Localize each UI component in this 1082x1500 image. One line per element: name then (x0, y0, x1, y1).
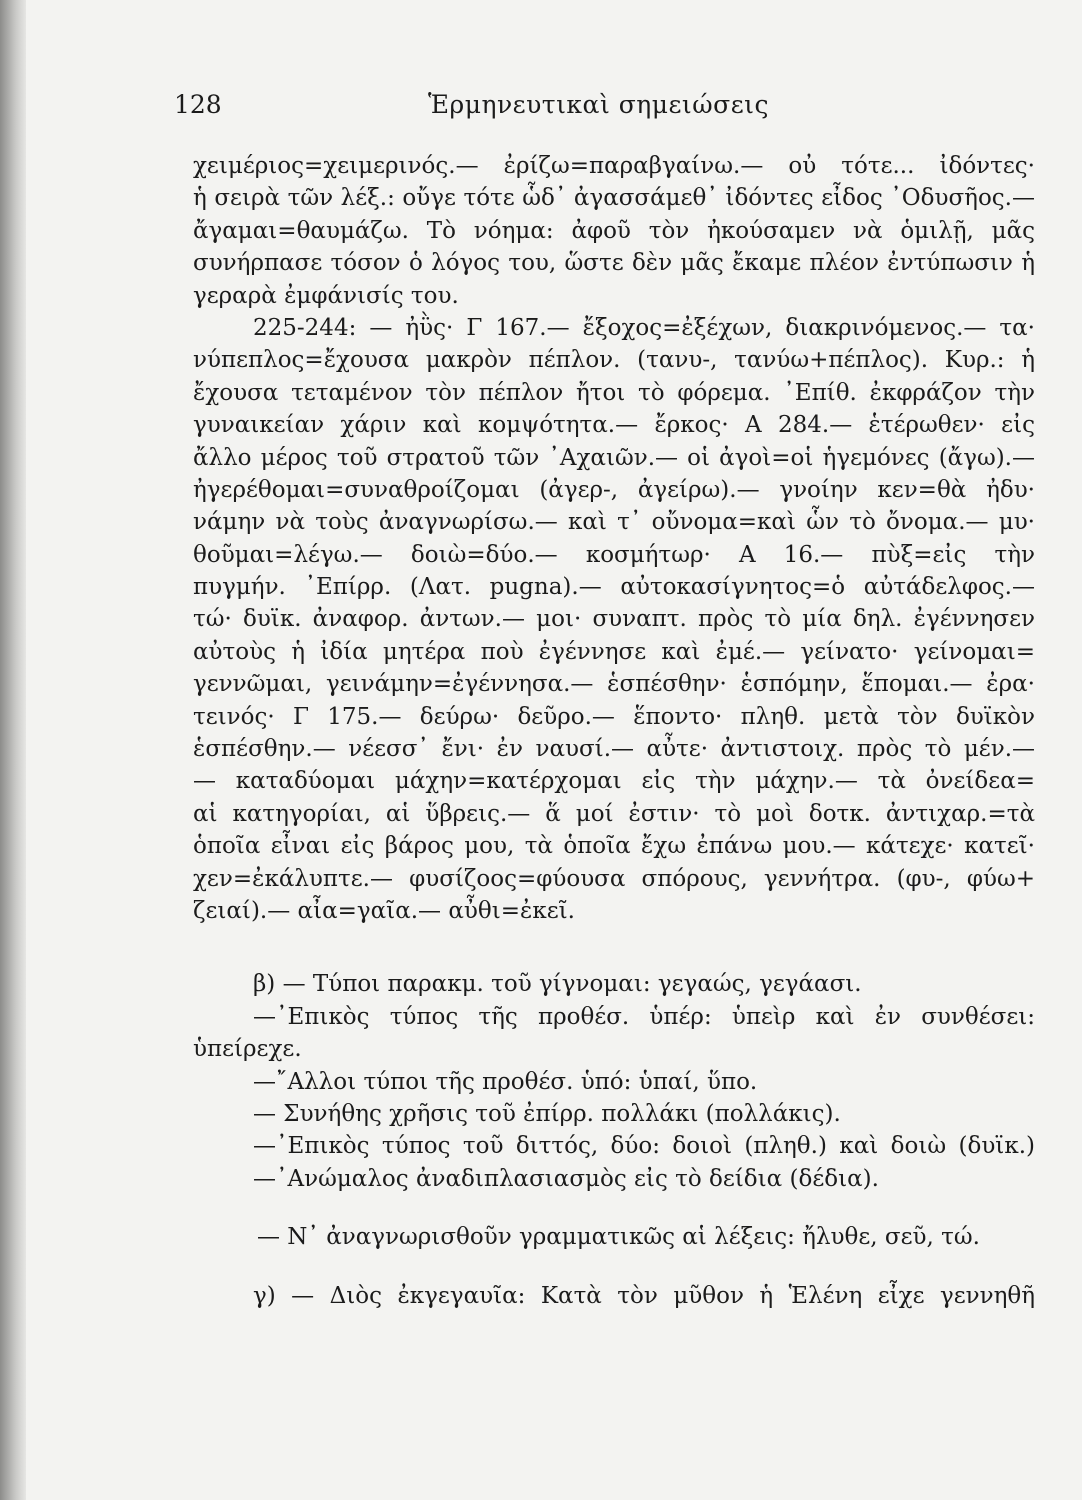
text-line: τεινός· Γ 175.— δεύρω· δεῦρο.— ἕποντο· πληθ. μετὰ τὸν δυϊκὸν (193, 703, 1035, 730)
running-title: Ἑρμηνευτικαὶ σημειώσεις (428, 90, 769, 119)
text-line: ἡ σειρὰ τῶν λέξ.: οὔγε τότε ὧδ᾽ ἀγασσάμεθ᾽ ἰδόντες εἶδος ᾿Οδυσῆος.— (193, 185, 1035, 212)
text-line: — καταδύομαι μάχην=κατέρχομαι εἰς τὴν μάχην.— τὰ ὀνείδεα= (193, 768, 1035, 795)
text-line: χειμέριος=χειμερινός.— ἐρίζω=παραβγαίνω.— οὐ τότε... ἰδόντες· (193, 153, 1035, 179)
text-line: ἑσπέσθην.— νέεσσ᾽ ἔνι· ἐν ναυσί.— αὖτε· ἀντιστοιχ. πρὸς τὸ μέν.— (193, 736, 1035, 763)
text-line: ζειαί).— αἶα=γαῖα.— αὖθι=ἐκεῖ. (193, 897, 575, 924)
text-line: ἔχουσα τεταμένον τὸν πέπλον ἤτοι τὸ φόρεμα. ᾿Επίθ. ἐκφράζον τὴν (193, 379, 1035, 406)
section-g-line: γ) — Διὸς ἐκγεγαυῖα: Κατὰ τὸν μῦθον ἡ Ἑλένη εἶχε γεννηθῆ (253, 1282, 1035, 1309)
section-b-line: —᾿Επικὸς τύπος τῆς προθέσ. ὑπέρ: ὑπεὶρ καὶ ἐν συνθέσει: (253, 1003, 1035, 1030)
text-line: γυναικείαν χάριν καὶ κομψότητα.— ἔρκος· Α 284.— ἑτέρωθεν· εἰς (193, 412, 1035, 439)
text-line: αἱ κατηγορίαι, αἱ ὕβρεις.— ἅ μοί ἐστιν· τὸ μοὶ δοτκ. ἀντιχαρ.=τὰ (193, 800, 1035, 827)
page-body (193, 150, 1035, 1312)
exercise-note: — Ν᾽ ἀναγνωρισθοῦν γραμματικῶς αἱ λέξεις: ἤλυθε, σεῦ, τώ. (257, 1224, 980, 1251)
text-line: ἄλλο μέρος τοῦ στρατοῦ τῶν ᾿Αχαιῶν.— οἱ ἀγοὶ=οἱ ἡγεμόνες (ἄγω).— (193, 444, 1035, 471)
section-b-line: — Συνήθης χρῆσις τοῦ ἐπίρρ. πολλάκι (πολλάκις). (253, 1100, 841, 1127)
page-number: 128 (174, 90, 222, 119)
text-line: πυγμήν. ᾿Επίρρ. (Λατ. pugna).— αὐτοκασίγνητος=ὁ αὐτάδελφος.— (193, 574, 1035, 601)
text-line: ὁποῖα εἶναι εἰς βάρος μου, τὰ ὁποῖα ἔχω ἐπάνω μου.— κάτεχε· κατεῖ· (193, 833, 1035, 860)
section-b-line: —῎Αλλοι τύποι τῆς προθέσ. ὑπό: ὑπαί, ὕπο. (253, 1068, 758, 1095)
book-gutter-shadow (0, 0, 26, 1500)
text-line: αὐτοὺς ἡ ἰδία μητέρα ποὺ ἐγέννησε καὶ ἐμέ.— γείνατο· γείνομαι= (193, 638, 1035, 665)
text-line: ἄγαμαι=θαυμάζω. Τὸ νόημα: ἀφοῦ τὸν ἠκούσαμεν νὰ ὁμιλῇ, μᾶς (193, 217, 1035, 244)
text-line: συνήρπασε τόσον ὁ λόγος του, ὥστε δὲν μᾶς ἔκαμε πλέον ἐντύπωσιν ἡ (193, 250, 1035, 277)
text-line: 225-244: — ἠῢς· Γ 167.— ἔξοχος=ἐξέχων, διακρινόμενος.— τα· (253, 314, 1035, 341)
section-b-line: ὑπείρεχε. (193, 1036, 302, 1063)
text-line: θοῦμαι=λέγω.— δοιὼ=δύο.— κοσμήτωρ· Α 16.— πὺξ=εἰς τὴν (193, 541, 1035, 568)
page-header (174, 90, 1034, 130)
text-line: νύπεπλος=ἔχουσα μακρὸν πέπλον. (τανυ-, τανύω+πέπλος). Κυρ.: ἡ (193, 347, 1035, 374)
text-line: γεραρὰ ἐμφάνισίς του. (193, 282, 459, 309)
text-line: γεννῶμαι, γεινάμην=ἐγέννησα.— ἑσπέσθην· ἑσπόμην, ἕπομαι.— ἐρα· (193, 671, 1035, 698)
text-line: τώ· δυϊκ. ἀναφορ. ἀντων.— μοι· συναπτ. πρὸς τὸ μία δηλ. ἐγέννησεν (193, 606, 1035, 633)
text-line: χεν=ἐκάλυπτε.— φυσίζοος=φύουσα σπόρους, γεννήτρα. (φυ-, φύω+ (193, 865, 1035, 892)
text-line: νάμην νὰ τοὺς ἀναγνωρίσω.— καὶ τ᾽ οὔνομα=καὶ ὧν τὸ ὄνομα.— μυ· (193, 509, 1035, 536)
text-line: ἠγερέθομαι=συναθροίζομαι (ἀγερ-, ἀγείρω).— γνοίην κεν=θὰ ἠδυ· (193, 476, 1035, 503)
section-b-line: —᾿Ανώμαλος ἀναδιπλασιασμὸς εἰς τὸ δείδια (δέδια). (253, 1165, 879, 1192)
section-b-heading: β) — Τύποι παρακμ. τοῦ γίγνομαι: γεγαώς, γεγάασι. (253, 971, 862, 998)
section-b-line: —᾿Επικὸς τύπος τοῦ διττός, δύο: δοιοὶ (πληθ.) καὶ δοιὼ (δυϊκ.) (253, 1133, 1035, 1160)
